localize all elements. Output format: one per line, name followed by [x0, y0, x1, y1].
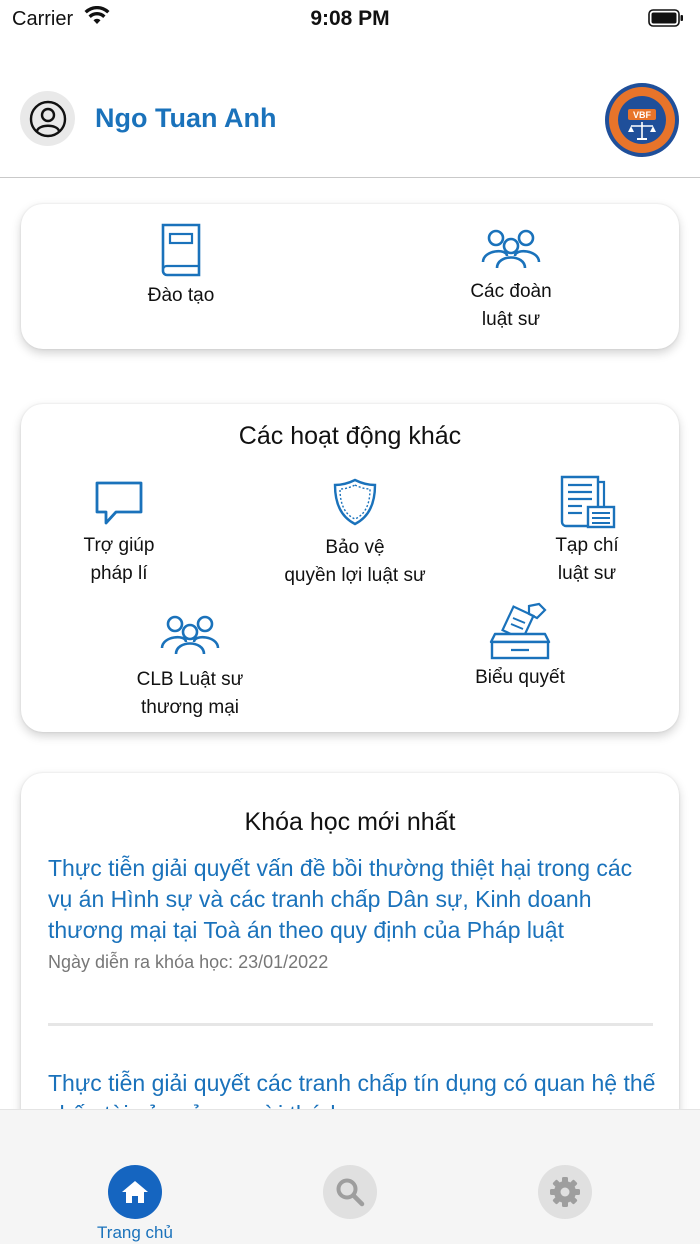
menu-training-label: Đào tạo	[147, 285, 215, 306]
users-group-icon	[481, 226, 541, 270]
carrier-label: Carrier	[12, 8, 74, 30]
newspaper-icon	[558, 474, 616, 530]
users-group-icon	[160, 612, 220, 656]
divider	[48, 1023, 653, 1026]
app-header	[0, 70, 700, 178]
course-item[interactable]	[48, 853, 658, 973]
search-icon	[335, 1177, 365, 1207]
other-activities-card	[21, 404, 679, 732]
svg-text:VBF: VBF	[633, 110, 651, 120]
activity-legal-aid-label: Trợ giúp pháp lí	[83, 535, 155, 584]
tab-home[interactable]	[65, 1110, 205, 1243]
tab-home-label: Trang chủ	[97, 1223, 173, 1242]
other-activities-title: Các hoạt động khác	[238, 422, 462, 450]
course-title: Thực tiễn giải quyết các tranh chấp tín dụng có quan hệ thế	[48, 1070, 656, 1096]
activity-voting[interactable]	[445, 602, 595, 692]
tab-settings-circle	[538, 1165, 592, 1219]
activity-journal-label: Tạp chí luật sư	[555, 535, 619, 584]
ballot-box-icon	[489, 602, 551, 662]
clock: 9:08 PM	[310, 7, 390, 30]
activity-commercial-club[interactable]	[105, 612, 275, 722]
activity-commercial-club-label: CLB Luật sư thương mại	[136, 669, 244, 718]
book-icon	[157, 222, 205, 278]
vbf-logo	[604, 82, 680, 158]
chat-bubble-icon	[94, 480, 144, 526]
course-date: Ngày diễn ra khóa học: 23/01/2022	[48, 952, 329, 972]
menu-lawyer-groups-label: Các đoàn luật sư	[470, 281, 552, 330]
menu-training[interactable]	[91, 222, 271, 310]
activity-protect-rights[interactable]	[255, 478, 455, 590]
course-title: Thực tiễn giải quyết vấn đề bồi thường thiệt hại trong các vụ án Hình sự và các tranh chấp Dân sự, Kinh doanh thương mại tại Toà án theo quy định của Pháp luật	[48, 855, 633, 943]
activity-voting-label: Biểu quyết	[475, 667, 565, 688]
activity-legal-aid[interactable]	[39, 480, 199, 588]
avatar[interactable]	[20, 91, 75, 146]
shield-icon	[333, 478, 377, 526]
tab-search-circle	[323, 1165, 377, 1219]
gear-icon	[549, 1176, 581, 1208]
home-icon	[121, 1179, 149, 1205]
user-icon	[29, 100, 67, 138]
user-name[interactable]: Ngo Tuan Anh	[95, 103, 277, 133]
tab-settings[interactable]	[495, 1110, 635, 1219]
menu-lawyer-groups[interactable]	[421, 226, 601, 334]
status-bar	[0, 0, 700, 40]
activity-journal[interactable]	[517, 474, 657, 588]
tab-home-circle	[108, 1165, 162, 1219]
activity-protect-rights-label: Bảo vệ quyền lợi luật sư	[284, 537, 426, 586]
battery-icon	[648, 9, 684, 27]
tab-search[interactable]	[280, 1110, 420, 1219]
tab-bar	[0, 1109, 700, 1244]
main-menu-card	[21, 204, 679, 349]
latest-courses-title: Khóa học mới nhất	[244, 808, 456, 836]
